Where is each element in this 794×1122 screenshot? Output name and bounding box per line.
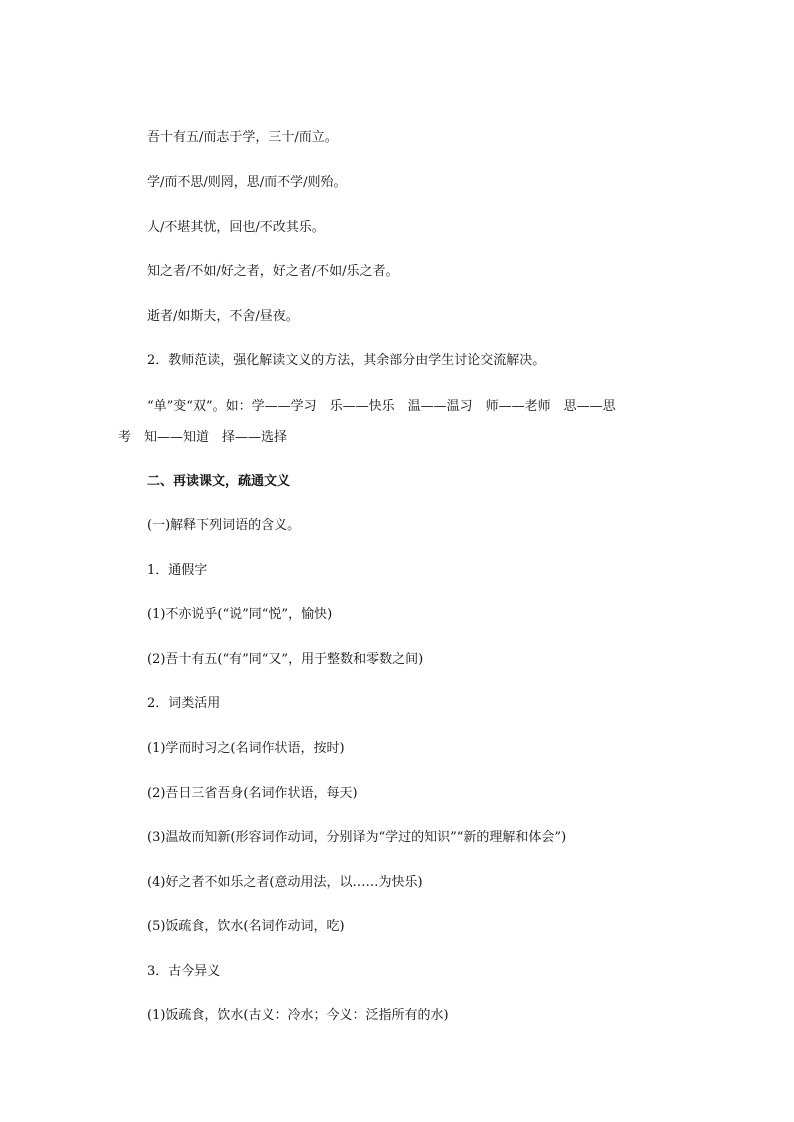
text-line-12: (1)不亦说乎(“说”同“悦”，愉快) [147, 607, 333, 622]
text-line-7: “单”变“双”。如：学——学习 乐——快乐 温——温习 师——老师 思——思 [147, 399, 616, 414]
text-line-14: 2．词类活用 [147, 696, 221, 711]
text-line-15: (1)学而时习之(名词作状语，按时) [147, 741, 345, 756]
text-line-4: 知之者/不如/好之者，好之者/不如/乐之者。 [147, 264, 399, 279]
text-line-20: 3．古今异义 [147, 964, 221, 979]
text-line-3: 人/不堪其忧，回也/不改其乐。 [147, 220, 325, 235]
text-line-8: 考 知——知道 择——选择 [118, 430, 288, 445]
section-heading: 二、再读课文，疏通文义 [147, 474, 291, 489]
text-line-18: (4)好之者不如乐之者(意动用法，以……为快乐) [147, 875, 423, 890]
text-line-10: (一)解释下列词语的含义。 [147, 518, 301, 533]
text-line-16: (2)吾日三省吾身(名词作状语，每天) [147, 786, 358, 801]
text-line-2: 学/而不思/则罔，思/而不学/则殆。 [147, 175, 347, 190]
text-line-6: 2．教师范读，强化解读文义的方法，其余部分由学生讨论交流解决。 [147, 353, 546, 368]
text-line-13: (2)吾十有五(“有”同“又”，用于整数和零数之间) [147, 652, 424, 667]
text-line-1: 吾十有五/而志于学，三十/而立。 [147, 130, 338, 145]
text-line-17: (3)温故而知新(形容词作动词，分别译为“学过的知识”“新的理解和体会”) [147, 830, 567, 845]
text-line-5: 逝者/如斯夫，不舍/昼夜。 [147, 309, 299, 324]
text-line-19: (5)饭疏食，饮水(名词作动词，吃) [147, 919, 345, 934]
text-line-11: 1．通假字 [147, 563, 208, 578]
text-line-21: (1)饭疏食，饮水(古义：冷水；今义：泛指所有的水) [147, 1008, 449, 1023]
